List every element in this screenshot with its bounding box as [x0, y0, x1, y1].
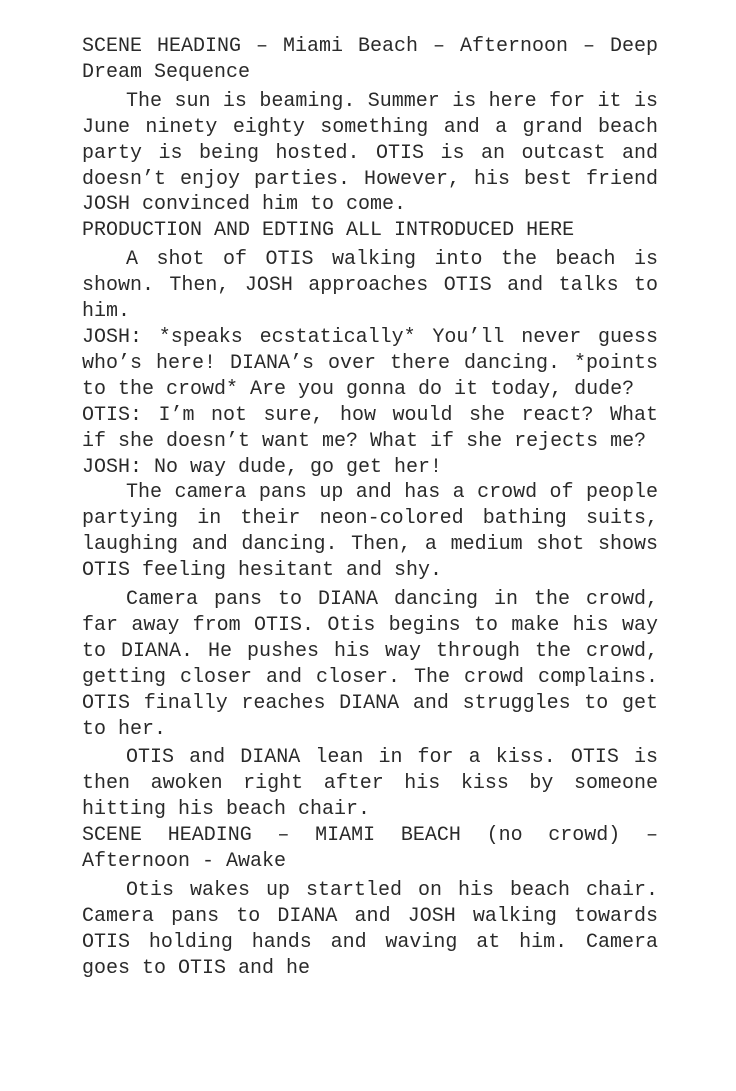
dialogue-line: OTIS: I’m not sure, how would she react? What if she doesn’t want me? What if she rejects me? [82, 403, 658, 453]
action-paragraph: Otis wakes up startled on his beach chair. Camera pans to DIANA and JOSH walking towards OTIS holding hands and waving at him. Camera goes to OTIS and he [82, 879, 658, 980]
screenplay-page [82, 34, 658, 982]
scene-heading: SCENE HEADING – MIAMI BEACH (no crowd) – Afternoon - Awake [82, 824, 658, 874]
scene-heading: SCENE HEADING – Miami Beach – Afternoon – Deep Dream Sequence [82, 35, 658, 84]
dialogue-line: JOSH: No way dude, go get her! [82, 455, 443, 479]
action-paragraph: Camera pans to DIANA dancing in the crowd, far away from OTIS. Otis begins to make his way to DIANA. He pushes his way through the crowd, getting closer and closer. The crowd complains. OTIS finally reaches DIANA and struggles to get to her. [82, 588, 658, 741]
production-note: PRODUCTION AND EDTING ALL INTRODUCED HERE [82, 219, 575, 243]
action-paragraph: A shot of OTIS walking into the beach is shown. Then, JOSH approaches OTIS and talks to him. [82, 248, 658, 324]
dialogue-line: JOSH: *speaks ecstatically* You’ll never guess who’s here! DIANA’s over there dancing. *points to the crowd* Are you gonna do it today, dude? [82, 325, 658, 401]
action-paragraph: The sun is beaming. Summer is here for it is June ninety eighty something and a grand beach party is being hosted. OTIS is an outcast and doesn’t enjoy parties. However, his best friend JOSH convinced him to come. [82, 89, 658, 217]
action-paragraph: OTIS and DIANA lean in for a kiss. OTIS is then awoken right after his kiss by someone hitting his beach chair. [82, 746, 658, 822]
action-paragraph: The camera pans up and has a crowd of people partying in their neon-colored bathing suits, laughing and dancing. Then, a medium shot shows OTIS feeling hesitant and shy. [82, 481, 658, 583]
